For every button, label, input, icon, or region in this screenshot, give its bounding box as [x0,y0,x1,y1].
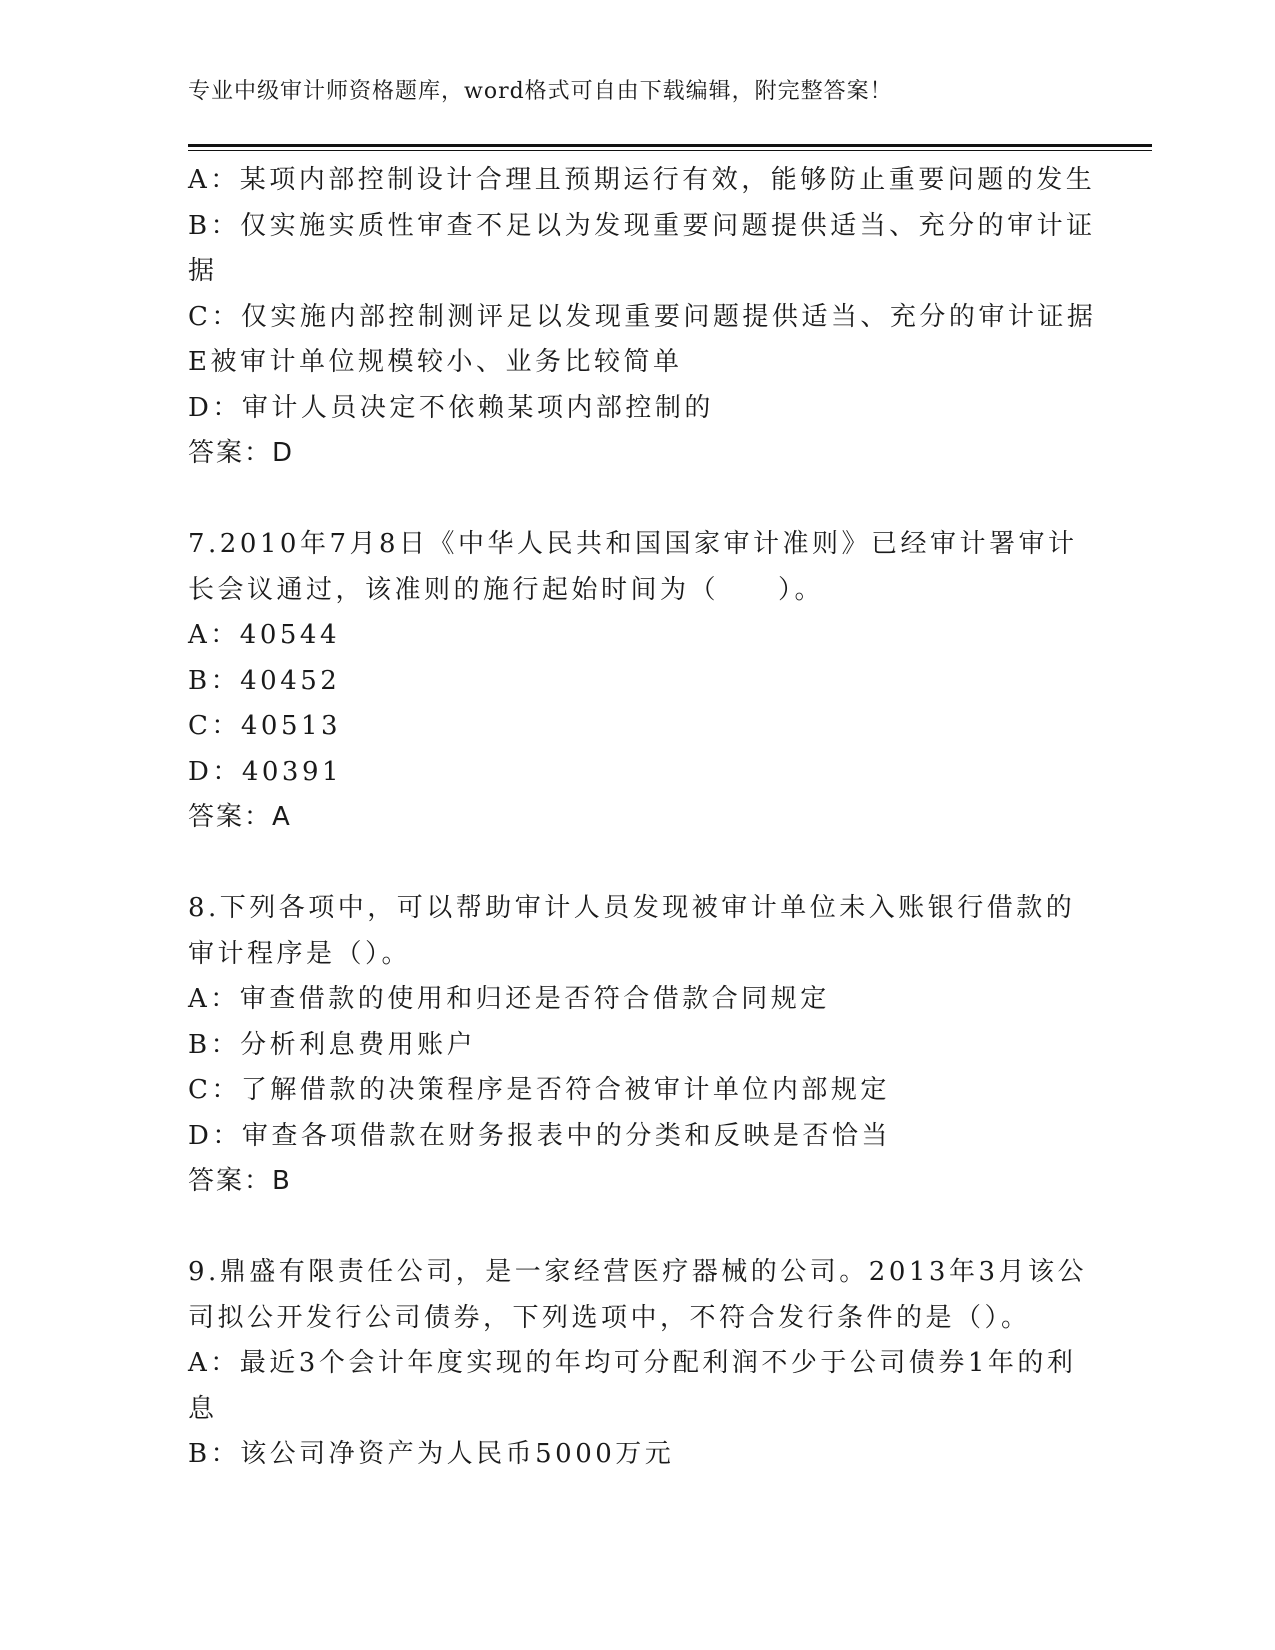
question-stem-continued: 审计程序是（）。 [188,938,412,969]
question-stem: 8.下列各项中，可以帮助审计人员发现被审计单位未入账银行借款的 [188,893,1076,923]
page-header: 专业中级审计师资格题库，word格式可自由下载编辑，附完整答案！ [188,79,893,104]
answer: 答案：B [188,1166,292,1196]
question-7-block [188,522,1088,841]
question-6-block [188,158,1097,477]
option-a: A：最近3个会计年度实现的年均可分配利润不少于公司债券1年的利 [188,1348,1077,1378]
spacer [188,841,1088,887]
answer: 答案：A [188,802,292,832]
question-stem: 9.鼎盛有限责任公司，是一家经营医疗器械的公司。2013年3月该公 [188,1257,1088,1287]
option-b: B：40452 [188,665,341,696]
document-body [188,158,1097,1478]
option-c: C：40513 [188,711,342,741]
option-c: C：了解借款的决策程序是否符合被审计单位内部规定 [188,1075,890,1105]
spacer [188,1205,1088,1251]
option-c: C：仅实施内部控制测评足以发现重要问题提供适当、充分的审计证据 [188,301,1097,332]
spacer [188,477,1088,523]
option-b: B：仅实施实质性审查不足以为发现重要问题提供适当、充分的审计证 [188,210,1096,241]
option-b: B：该公司净资产为人民币5000万元 [188,1439,675,1469]
option-a-continued: 息 [188,1393,218,1424]
question-stem: 7.2010年7月8日《中华人民共和国国家审计准则》已经审计署审计 [188,529,1078,559]
answer: 答案：D [188,438,295,468]
option-d: D：40391 [188,756,343,787]
option-a: A：审查借款的使用和归还是否符合借款合同规定 [188,984,830,1014]
option-a: A：某项内部控制设计合理且预期运行有效，能够防止重要问题的发生 [188,165,1096,195]
option-d: D：审查各项借款在财务报表中的分类和反映是否恰当 [188,1120,891,1151]
header-rule-thin [188,150,1152,151]
question-8-block [188,886,1088,1205]
option-d: D：审计人员决定不依赖某项内部控制的 [188,392,714,423]
option-b: B：分析利息费用账户 [188,1029,477,1060]
option-a: A：40544 [188,620,340,650]
question-9-block [188,1250,1088,1478]
option-b-continued: 据 [188,256,218,286]
question-stem-continued: 司拟公开发行公司债券，下列选项中，不符合发行条件的是（）。 [188,1302,1031,1333]
header-rule-thick [188,144,1152,147]
option-e: E被审计单位规模较小、业务比较简单 [188,347,683,377]
question-stem-continued: 长会议通过，该准则的施行起始时间为（ ）。 [188,574,825,605]
